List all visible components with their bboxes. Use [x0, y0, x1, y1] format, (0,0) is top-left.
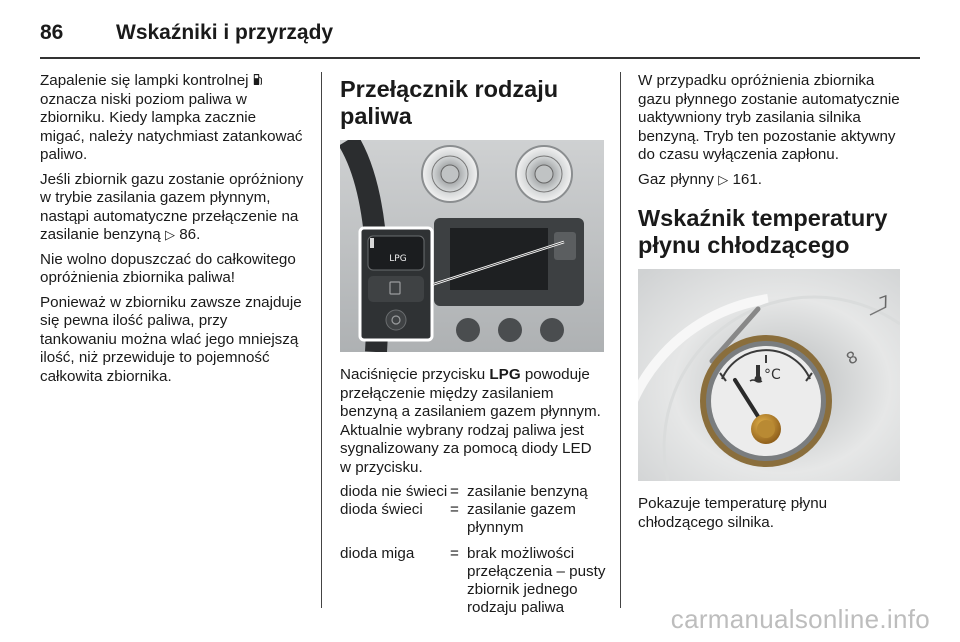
column-divider-right — [620, 72, 621, 608]
page-number: 86 — [40, 21, 64, 44]
lpg-button-reference: LPG — [489, 366, 521, 383]
header-rule — [40, 57, 920, 59]
section-heading-coolant-temp: Wskaźnik temperatury płynu chłodzącego — [638, 205, 888, 258]
footer-watermark: carmanualsonline.info — [670, 604, 930, 634]
page-reference-link[interactable]: 86. — [179, 226, 201, 243]
column-2 — [340, 72, 606, 617]
section-heading-fuel-switch: Przełącznik rodzaju paliwa — [340, 76, 559, 129]
gauge-caption: Pokazuje temperaturę płynu chłodzącego silnika. — [638, 495, 828, 531]
running-title: Wskaźniki i przyrządy — [116, 21, 334, 44]
paragraph-lpg-reference: Gaz płynny ▷ 161. — [638, 170, 762, 188]
gauge-unit-label: °C — [764, 367, 781, 383]
lpg-button-label: LPG — [389, 254, 407, 264]
column-1 — [40, 72, 304, 392]
page-reference-icon: ▷ — [718, 171, 729, 187]
column-divider-left — [321, 72, 322, 608]
fuel-switch-figure — [340, 140, 604, 352]
table-row: dioda nie świeci = zasilanie benzyną — [340, 483, 588, 500]
table-row: dioda świeci = zasilanie gazem płynnym — [340, 501, 576, 536]
fuel-pump-icon — [253, 72, 263, 89]
table-row: dioda miga = brak możliwości przełączenia – pusty zbiornik jednego rodzaju paliwa — [340, 545, 606, 616]
page-reference-icon: ▷ — [164, 227, 175, 242]
paragraph-warning: Nie wolno dopuszczać do całkowitego opróżnienia zbiornika paliwa! — [40, 250, 296, 286]
coolant-gauge-figure — [638, 269, 900, 481]
paragraph-lpg-empty-auto: W przypadku opróżnienia zbiornika gazu płynnego zostanie automatycznie uaktywniony tryb zasilania silnika benzyną. Tryb ten pozostanie aktywny do czasu wyłączenia zapłonu. — [638, 72, 900, 163]
led-status-table — [340, 483, 606, 617]
paragraph-low-fuel: Zapalenie się lampki kontrolnej oznacza niski poziom paliwa w zbiorniku. Kiedy lampka zacznie migać, należy natychmiast zatankować paliwo. — [40, 72, 303, 163]
column-3 — [638, 72, 906, 538]
gauge-scale-mark-8: 8 — [842, 346, 861, 369]
paragraph-lpg-button: Naciśnięcie przycisku LPG powoduje przełączenie między zasilaniem benzyną a zasilaniem gazem płynnym. Aktualnie wybrany rodzaj paliwa jest sygnalizowany za pomocą diody LED w przycisku. — [340, 366, 601, 476]
paragraph-lpg-empty: Jeśli zbiornik gazu zostanie opróżniony w trybie zasilania gazem płynnym, nastąpi automatyczne przełączenie na zasilanie benzyną ▷ 86. — [40, 170, 304, 243]
gauge-scale-mark-7: 7 — [876, 291, 893, 313]
paragraph-capacity: Ponieważ w zbiorniku zawsze znajduje się pewna ilość paliwa, przy tankowaniu można wlać jego mniejszą ilość, niż przewiduje to pojemność całkowita zbiornika. — [40, 293, 302, 385]
page-reference-link[interactable]: 161. — [732, 170, 762, 188]
page-header — [40, 10, 920, 50]
